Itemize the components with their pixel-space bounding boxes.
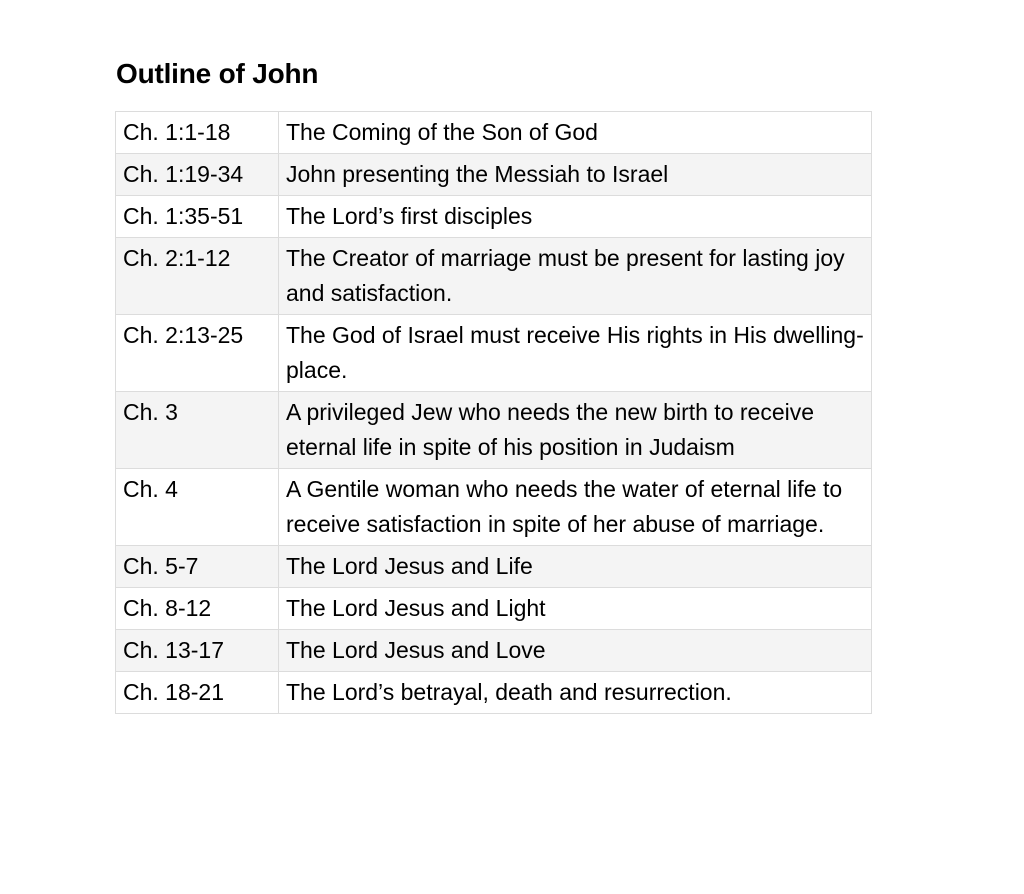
outline-table	[115, 111, 872, 714]
table-row	[116, 238, 872, 315]
chapter-reference-cell: Ch. 13-17	[116, 630, 279, 672]
chapter-reference-cell: Ch. 2:1-12	[116, 238, 279, 315]
table-row	[116, 630, 872, 672]
table-row	[116, 546, 872, 588]
chapter-description-cell: The Creator of marriage must be present for lasting joy and satisfaction.	[279, 238, 872, 315]
chapter-description-cell: A Gentile woman who needs the water of eternal life to receive satisfaction in spite of her abuse of marriage.	[279, 469, 872, 546]
chapter-reference-cell: Ch. 4	[116, 469, 279, 546]
table-row	[116, 672, 872, 714]
chapter-description-cell: The Lord’s first disciples	[279, 196, 872, 238]
chapter-description-cell: The Lord’s betrayal, death and resurrection.	[279, 672, 872, 714]
chapter-description-cell: The Lord Jesus and Love	[279, 630, 872, 672]
table-row	[116, 315, 872, 392]
table-row	[116, 469, 872, 546]
chapter-reference-cell: Ch. 1:35-51	[116, 196, 279, 238]
table-row	[116, 588, 872, 630]
chapter-reference-cell: Ch. 5-7	[116, 546, 279, 588]
chapter-reference-cell: Ch. 8-12	[116, 588, 279, 630]
chapter-reference-cell: Ch. 2:13-25	[116, 315, 279, 392]
chapter-description-cell: The Lord Jesus and Light	[279, 588, 872, 630]
chapter-description-cell: The God of Israel must receive His rights in His dwelling-place.	[279, 315, 872, 392]
chapter-description-cell: A privileged Jew who needs the new birth to receive eternal life in spite of his position in Judaism	[279, 392, 872, 469]
table-row	[116, 154, 872, 196]
chapter-description-cell: The Coming of the Son of God	[279, 112, 872, 154]
chapter-reference-cell: Ch. 3	[116, 392, 279, 469]
page-title: Outline of John	[116, 58, 319, 89]
chapter-reference-cell: Ch. 18-21	[116, 672, 279, 714]
chapter-reference-cell: Ch. 1:19-34	[116, 154, 279, 196]
table-row	[116, 196, 872, 238]
chapter-description-cell: The Lord Jesus and Life	[279, 546, 872, 588]
table-row	[116, 392, 872, 469]
chapter-reference-cell: Ch. 1:1-18	[116, 112, 279, 154]
chapter-description-cell: John presenting the Messiah to Israel	[279, 154, 872, 196]
table-row	[116, 112, 872, 154]
